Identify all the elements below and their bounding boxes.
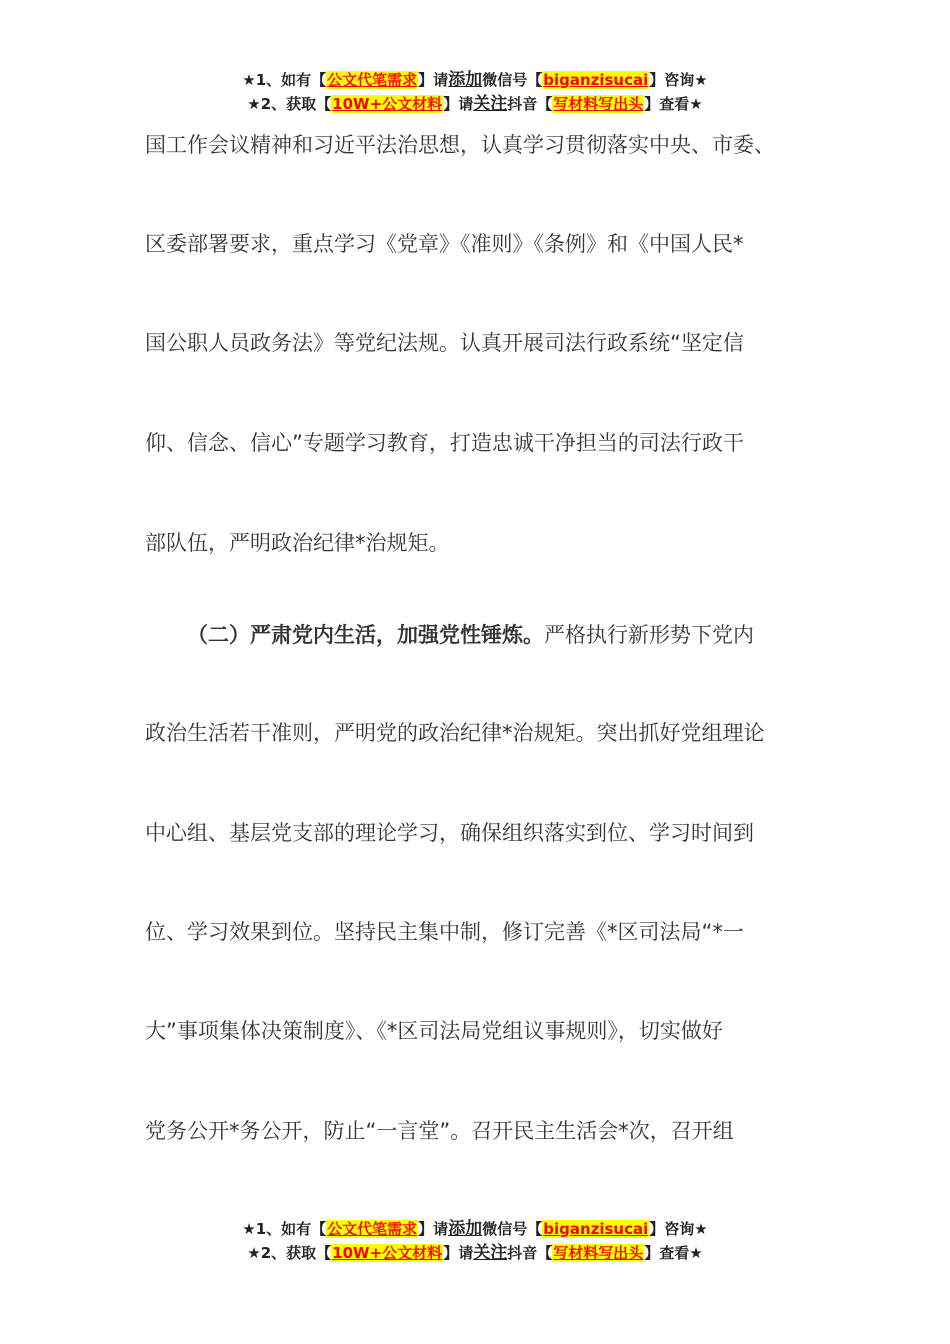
body-line: 部队伍，严明政治纪律*治规矩。 bbox=[145, 531, 450, 555]
section-heading-line bbox=[187, 620, 754, 650]
banner-highlight: biganzisucai bbox=[543, 71, 649, 89]
banner-text: 】请 bbox=[418, 1220, 449, 1238]
banner-highlight: 写材料写出头 bbox=[553, 95, 644, 113]
header-banner bbox=[0, 68, 950, 116]
body-line: 中心组、基层党支部的理论学习，确保组织落实到位、学习时间到 bbox=[145, 821, 754, 845]
section-heading-rest: 严格执行新形势下党内 bbox=[544, 623, 754, 647]
body-line: 国公职人员政务法》等党纪法规。认真开展司法行政系统“坚定信 bbox=[145, 331, 744, 355]
section-heading: （二）严肃党内生活，加强党性锤炼。 bbox=[187, 623, 544, 647]
banner-highlight: 10W+公文材料 bbox=[332, 95, 443, 113]
banner-line-1 bbox=[0, 68, 950, 92]
body-line: 大”事项集体决策制度》、《*区司法局党组议事规则》，切实做好 bbox=[145, 1019, 723, 1043]
banner-emphasis: 添加 bbox=[448, 1219, 483, 1239]
banner-line-2 bbox=[0, 1241, 950, 1265]
body-line: 党务公开*务公开，防止“一言堂”。召开民主生活会*次，召开组 bbox=[145, 1119, 734, 1143]
banner-text: ★2、获取【 bbox=[247, 1244, 332, 1262]
banner-text: 微信号【 bbox=[482, 71, 543, 89]
banner-highlight: biganzisucai bbox=[543, 1220, 649, 1238]
banner-text: 抖音【 bbox=[507, 95, 553, 113]
banner-text: 】查看★ bbox=[644, 95, 703, 113]
banner-emphasis: 添加 bbox=[448, 70, 483, 90]
banner-emphasis: 关注 bbox=[473, 94, 508, 114]
banner-text: ★1、如有【 bbox=[242, 1220, 327, 1238]
banner-text: ★1、如有【 bbox=[242, 71, 327, 89]
banner-emphasis: 关注 bbox=[473, 1243, 508, 1263]
banner-text: ★2、获取【 bbox=[247, 95, 332, 113]
body-line: 国工作会议精神和习近平法治思想，认真学习贯彻落实中央、市委、 bbox=[145, 133, 775, 157]
banner-text: 】查看★ bbox=[644, 1244, 703, 1262]
banner-highlight: 公文代笔需求 bbox=[327, 1220, 418, 1238]
banner-highlight: 写材料写出头 bbox=[553, 1244, 644, 1262]
body-line: 政治生活若干准则，严明党的政治纪律*治规矩。突出抓好党组理论 bbox=[145, 721, 765, 745]
banner-text: 】咨询★ bbox=[649, 1220, 708, 1238]
body-line: 位、学习效果到位。坚持民主集中制，修订完善《*区司法局“*一 bbox=[145, 920, 744, 944]
banner-line-1 bbox=[0, 1217, 950, 1241]
banner-highlight: 公文代笔需求 bbox=[327, 71, 418, 89]
banner-text: 】请 bbox=[418, 71, 449, 89]
body-line: 仰、信念、信心”专题学习教育，打造忠诚干净担当的司法行政干 bbox=[145, 431, 744, 455]
body-line: 区委部署要求，重点学习《党章》《准则》《条例》和《中国人民* bbox=[145, 232, 744, 256]
banner-line-2 bbox=[0, 92, 950, 116]
banner-text: 抖音【 bbox=[507, 1244, 553, 1262]
banner-text: 】咨询★ bbox=[649, 71, 708, 89]
footer-banner bbox=[0, 1217, 950, 1265]
banner-text: 微信号【 bbox=[482, 1220, 543, 1238]
banner-text: 】请 bbox=[443, 95, 474, 113]
banner-text: 】请 bbox=[443, 1244, 474, 1262]
banner-highlight: 10W+公文材料 bbox=[332, 1244, 443, 1262]
